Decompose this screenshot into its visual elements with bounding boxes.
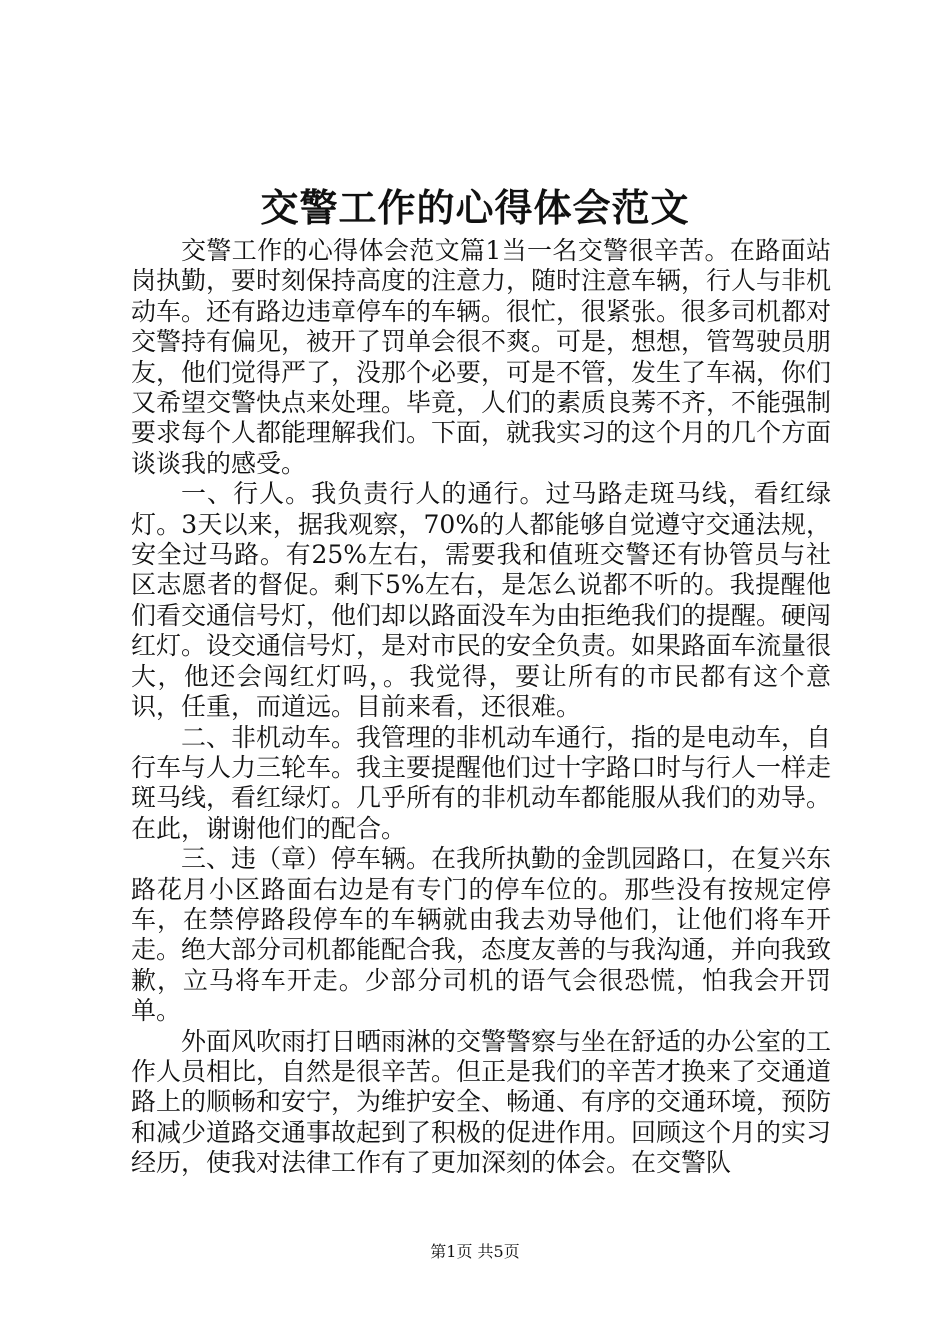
paragraph-reflection: 外面风吹雨打日晒雨淋的交警警察与坐在舒适的办公室的工作人员相比，自然是很辛苦。但正是我们的辛苦才换来了交通道路上的顺畅和安宁，为维护安全、畅通、有序的交通环境，预防和减少道路交通事故起到了积极的促进作用。回顾这个月的实习经历，使我对法律工作有了更加深刻的体会。在交警队 <box>131 1026 832 1178</box>
document-body <box>131 236 831 1179</box>
paragraph-intro: 交警工作的心得体会范文篇1当一名交警很辛苦。在路面站岗执勤，要时刻保持高度的注意力，随时注意车辆，行人与非机动车。还有路边违章停车的车辆。很忙，很紧张。很多司机都对交警持有偏见，被开了罚单会很不爽。可是，想想，管驾驶员朋友，他们觉得严了，没那个必要，可是不管，发生了车祸，你们又希望交警快点来处理。毕竟，人们的素质良莠不齐，不能强制要求每个人都能理解我们。下面，就我实习的这个月的几个方面谈谈我的感受。 <box>131 236 832 478</box>
document-title: 交警工作的心得体会范文 <box>260 185 690 230</box>
paragraph-non-motor-vehicles: 二、非机动车。我管理的非机动车通行，指的是电动车，自行车与人力三轮车。我主要提醒他们过十字路口时与行人一样走斑马线，看红绿灯。几乎所有的非机动车都能服从我们的劝导。在此，谢谢他们的配合。 <box>131 722 832 843</box>
paragraph-pedestrians: 一、行人。我负责行人的通行。过马路走斑马线，看红绿灯。3天以来，据我观察，70%的人都能够自觉遵守交通法规，安全过马路。有25%左右，需要我和值班交警还有协管员与社区志愿者的督促。剩下5%左右，是怎么说都不听的。我提醒他们看交通信号灯，他们却以路面没车为由拒绝我们的提醒。硬闯红灯。设交通信号灯，是对市民的安全负责。如果路面车流量很大，他还会闯红灯吗，。我觉得，要让所有的市民都有这个意识，任重，而道远。目前来看，还很难。 <box>131 479 832 722</box>
page-number-footer: 第1页 共5页 <box>430 1242 520 1261</box>
paragraph-illegal-parking: 三、违（章）停车辆。在我所执勤的金凯园路口，在复兴东路花月小区路面右边是有专门的停车位的。那些没有按规定停车，在禁停路段停车的车辆就由我去劝导他们，让他们将车开走。绝大部分司机都能配合我，态度友善的与我沟通，并向我致歉，立马将车开走。少部分司机的语气会很恐慌，怕我会开罚单。 <box>131 844 832 1026</box>
